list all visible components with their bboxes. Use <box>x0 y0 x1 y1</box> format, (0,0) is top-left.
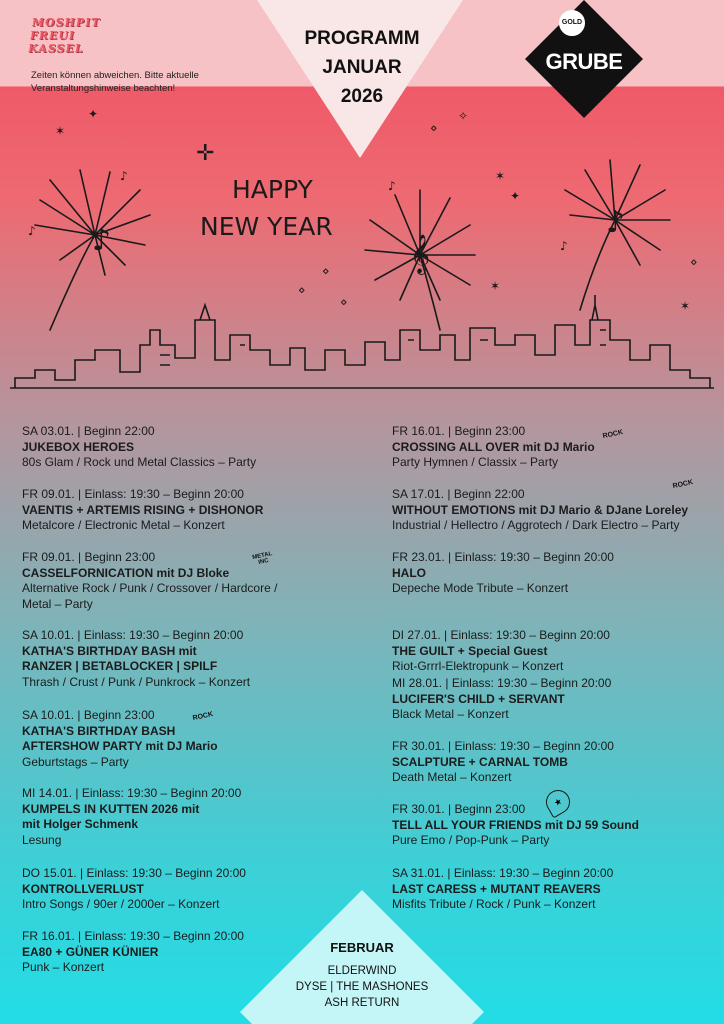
treble-clef-icon: 𝄞 <box>410 234 431 274</box>
star-icon: ⋄ <box>690 255 698 269</box>
event-date: FR 09.01. | Beginn 23:00 <box>22 550 156 564</box>
star-icon: ⋄ <box>430 121 438 135</box>
title-line: 2026 <box>340 86 384 107</box>
event-genre: Pure Emo / Pop-Punk – Party <box>392 833 550 848</box>
event-block <box>392 550 717 597</box>
gold-badge: GOLD <box>559 10 585 36</box>
event-title: JUKEBOX HEROES <box>22 439 135 454</box>
event-genre: Alternative Rock / Punk / Crossover / Hardcore / <box>22 581 278 596</box>
event-block <box>22 866 352 913</box>
february-item: ASH RETURN <box>324 997 400 1009</box>
event-title: KONTROLLVERLUST <box>22 881 144 896</box>
event-title: LUCIFER'S CHILD + SERVANT <box>392 691 565 706</box>
event-block <box>392 424 717 471</box>
event-genre: Metal – Party <box>22 597 93 612</box>
logo-line: MOSHPIT <box>30 16 102 29</box>
event-title: AFTERSHOW PARTY mit DJ Mario <box>22 739 218 754</box>
event-genre: Lesung <box>22 833 62 848</box>
february-title: FEBRUAR <box>330 940 394 955</box>
event-genre: Metalcore / Electronic Metal – Konzert <box>22 518 225 533</box>
event-title: SCALPTURE + CARNAL TOMB <box>392 754 568 769</box>
fireworks-skyline-illustration <box>0 100 724 400</box>
event-date: SA 17.01. | Beginn 22:00 <box>392 487 525 501</box>
event-title: mit Holger Schmenk <box>22 817 139 832</box>
grube-wordmark: GRUBE <box>545 49 623 74</box>
star-icon: ✶ <box>680 299 691 313</box>
event-title: KUMPELS IN KUTTEN 2026 mit <box>22 801 200 816</box>
banner-line: NEW YEAR <box>200 212 333 241</box>
event-genre: Black Metal – Konzert <box>392 707 509 722</box>
event-block <box>392 628 717 675</box>
event-title: CASSELFORNICATION mit DJ Bloke <box>22 565 230 580</box>
event-title: KATHA'S BIRTHDAY BASH mit <box>22 643 197 658</box>
guitar-pick-icon: ★ <box>542 786 575 819</box>
event-date: FR 09.01. | Einlass: 19:30 – Beginn 20:00 <box>22 487 244 501</box>
event-genre: Depeche Mode Tribute – Konzert <box>392 581 569 596</box>
sparkle-icon: ✛ <box>196 140 215 165</box>
event-block <box>22 550 352 613</box>
rock-night-badge: ROCK <box>602 428 624 441</box>
star-icon: ✦ <box>88 107 99 121</box>
music-note-icon: ♪ <box>28 224 36 238</box>
event-block <box>22 628 352 691</box>
star-icon: ✶ <box>495 169 506 183</box>
music-note-icon: ♪ <box>92 223 112 258</box>
music-note-icon: ♪ <box>606 205 626 240</box>
event-date: FR 30.01. | Einlass: 19:30 – Beginn 20:00 <box>392 739 614 753</box>
event-title: THE GUILT + Special Guest <box>392 643 548 658</box>
star-icon: ⋄ <box>340 295 348 309</box>
event-date: FR 23.01. | Einlass: 19:30 – Beginn 20:00 <box>392 550 614 564</box>
logo-line: FREUI <box>29 29 76 42</box>
event-genre: Riot-Grrrl-Elektropunk – Konzert <box>392 659 564 674</box>
event-date: FR 16.01. | Einlass: 19:30 – Beginn 20:00 <box>22 929 244 943</box>
star-icon: ✧ <box>458 109 469 123</box>
rock-night-badge: ROCK <box>672 478 694 491</box>
event-block <box>392 676 717 723</box>
star-icon: ✦ <box>510 189 521 203</box>
event-genre: Intro Songs / 90er / 2000er – Konzert <box>22 897 220 912</box>
event-date: SA 31.01. | Einlass: 19:30 – Beginn 20:00 <box>392 866 614 880</box>
february-item: DYSE | THE MASHONES <box>295 981 429 993</box>
star-icon: ⋄ <box>322 264 330 278</box>
event-date: FR 16.01. | Beginn 23:00 <box>392 424 526 438</box>
event-genre: Industrial / Hellectro / Aggrotech / Dark Electro – Party <box>392 518 680 533</box>
february-item: ELDERWIND <box>327 965 397 977</box>
event-block <box>22 424 352 471</box>
event-title: LAST CARESS + MUTANT REAVERS <box>392 881 601 896</box>
event-date: MI 14.01. | Einlass: 19:30 – Beginn 20:00 <box>22 786 242 800</box>
banner-line: HAPPY <box>232 175 313 204</box>
star-icon: ⋄ <box>298 283 306 297</box>
stars <box>55 107 698 313</box>
star-icon: ✶ <box>55 124 66 138</box>
event-title: TELL ALL YOUR FRIENDS mit DJ 59 Sound <box>392 817 639 832</box>
happy-new-year-text <box>200 175 333 241</box>
time-note: Zeiten können abweichen. Bitte aktuelle Veranstaltungshinweise beachten! <box>31 70 199 94</box>
music-note-icon: ♪ <box>560 239 568 253</box>
event-genre: Misfits Tribute / Rock / Punk – Konzert <box>392 897 596 912</box>
event-block <box>22 487 352 534</box>
event-date: MI 28.01. | Einlass: 19:30 – Beginn 20:00 <box>392 676 612 690</box>
event-date: SA 03.01. | Beginn 22:00 <box>22 424 155 438</box>
event-genre: Party Hymnen / Classix – Party <box>392 455 559 470</box>
event-title: VAENTIS + ARTEMIS RISING + DISHONOR <box>22 502 264 517</box>
event-title: HALO <box>392 565 426 580</box>
title-line: JANUAR <box>322 57 402 78</box>
event-genre: Punk – Konzert <box>22 960 105 975</box>
event-title: CROSSING ALL OVER mit DJ Mario <box>392 439 595 454</box>
skyline-outline <box>10 295 714 388</box>
event-genre: 80s Glam / Rock und Metal Classics – Party <box>22 455 257 470</box>
music-note-icon: ♪ <box>120 169 128 183</box>
event-block <box>392 739 717 786</box>
event-genre: Death Metal – Konzert <box>392 770 512 785</box>
rock-night-badge: ROCK <box>192 710 214 723</box>
event-date: DI 27.01. | Einlass: 19:30 – Beginn 20:00 <box>392 628 610 642</box>
music-note-icon: ♪ <box>388 179 396 193</box>
event-date: FR 30.01. | Beginn 23:00 <box>392 802 526 816</box>
moshpit-logo <box>27 16 102 55</box>
event-block <box>392 487 717 534</box>
event-date: DO 15.01. | Einlass: 19:30 – Beginn 20:00 <box>22 866 246 880</box>
event-title: KATHA'S BIRTHDAY BASH <box>22 723 176 738</box>
event-date: SA 10.01. | Einlass: 19:30 – Beginn 20:00 <box>22 628 244 642</box>
event-block <box>22 786 352 849</box>
event-genre: Geburtstags – Party <box>22 755 129 770</box>
logo-line: KASSEL <box>27 42 85 55</box>
event-title: WITHOUT EMOTIONS mit DJ Mario & DJane Loreley <box>392 502 689 517</box>
event-block <box>392 866 717 913</box>
event-title: RANZER | BETABLOCKER | SPILF <box>22 659 218 674</box>
february-list <box>240 963 484 1011</box>
star-icon: ✶ <box>490 279 501 293</box>
title-line: PROGRAMM <box>304 28 420 49</box>
event-genre: Thrash / Crust / Punk / Punkrock – Konzert <box>22 675 251 690</box>
event-title: EA80 + GÜNER KÜNIER <box>22 944 159 959</box>
metal-inc-badge: METAL INC <box>251 551 273 566</box>
event-date: SA 10.01. | Beginn 23:00 <box>22 708 155 722</box>
